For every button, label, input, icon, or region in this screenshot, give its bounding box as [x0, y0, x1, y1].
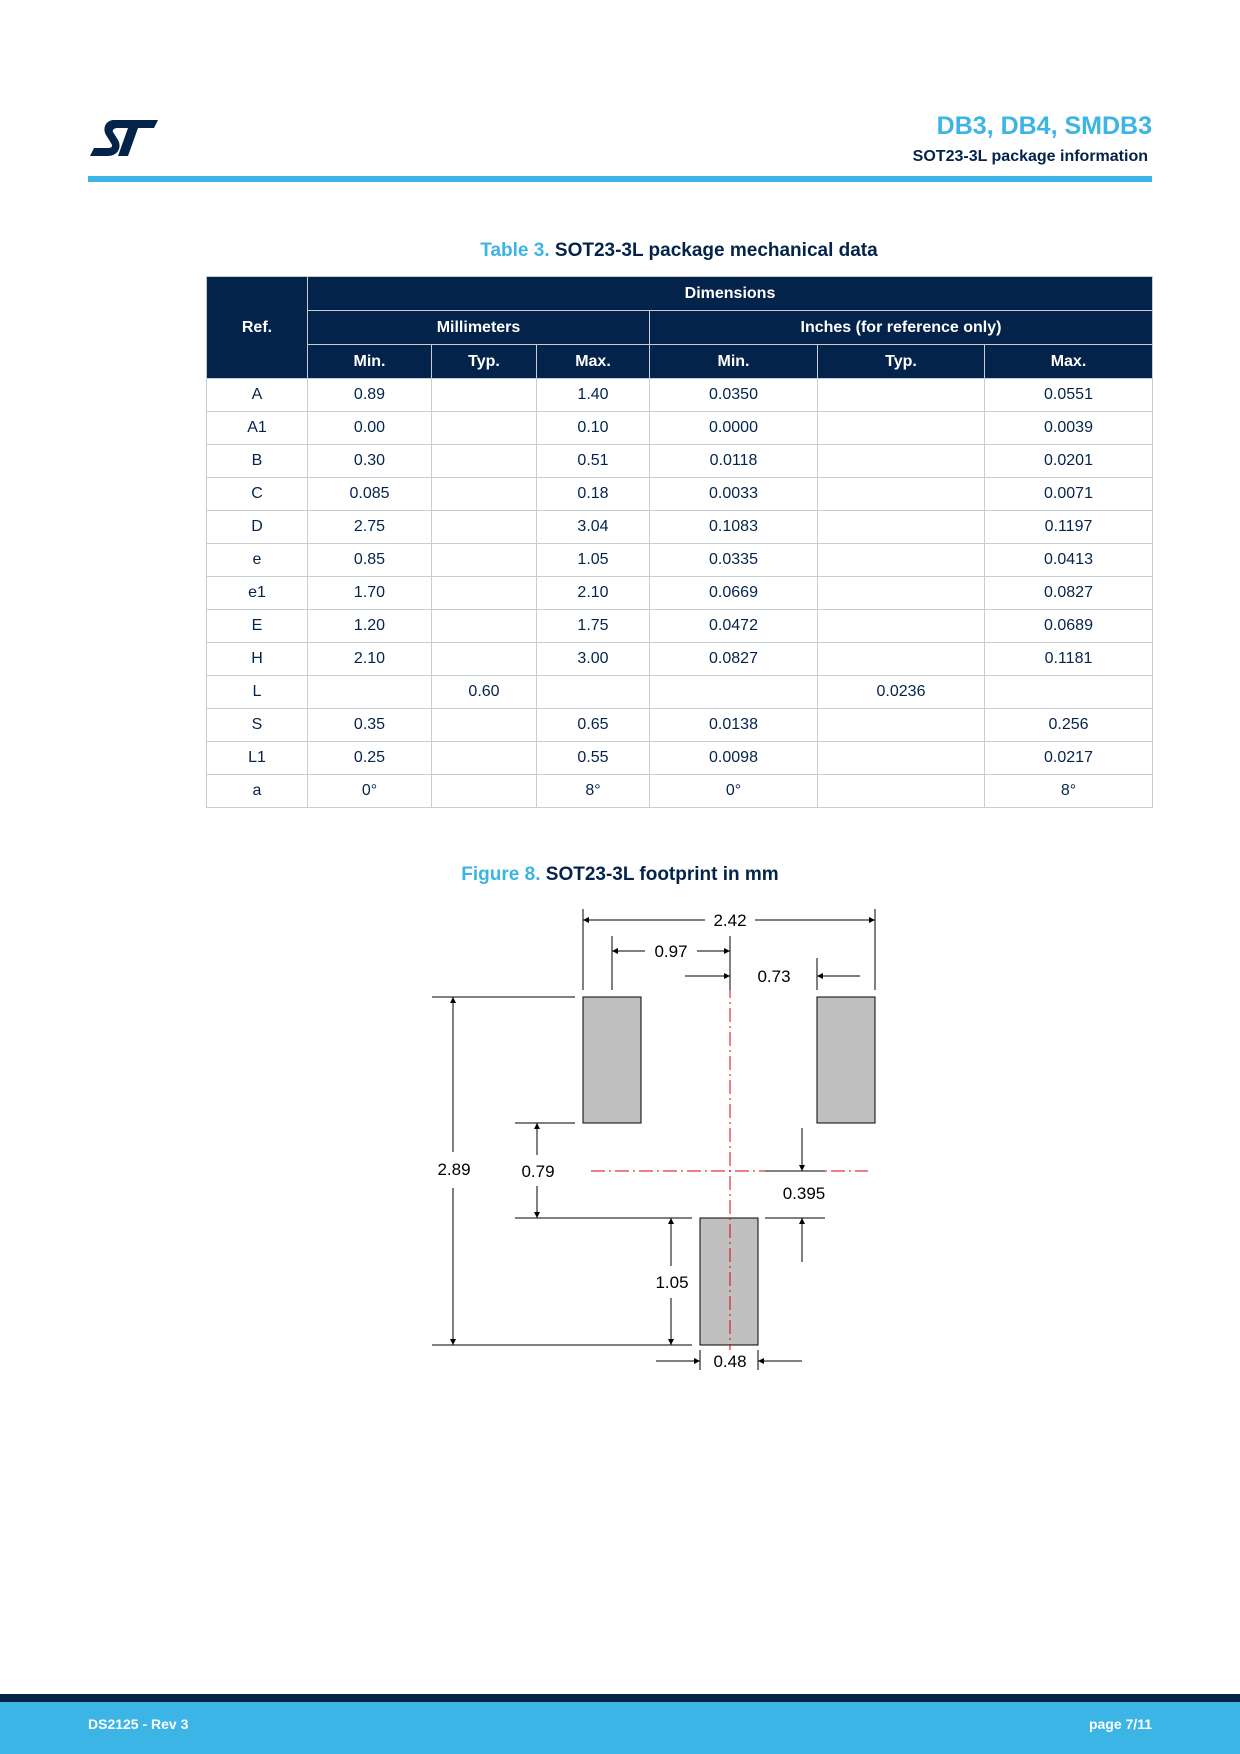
- header-in-min: Min.: [650, 345, 818, 379]
- cell-mm-max: 3.00: [537, 643, 650, 676]
- cell-in-max: 0.0413: [985, 544, 1153, 577]
- cell-in-min: 0.0098: [650, 742, 818, 775]
- cell-in-min: 0.0138: [650, 709, 818, 742]
- cell-mm-max: 0.55: [537, 742, 650, 775]
- cell-mm-min: 0°: [308, 775, 432, 808]
- cell-mm-min: 1.70: [308, 577, 432, 610]
- dim-center-offset: 0.395: [782, 1184, 826, 1203]
- cell-mm-max: 0.10: [537, 412, 650, 445]
- cell-ref: S: [207, 709, 308, 742]
- cell-mm-min: 0.35: [308, 709, 432, 742]
- cell-mm-min: 0.85: [308, 544, 432, 577]
- cell-in-min: 0°: [650, 775, 818, 808]
- pad-top-right: [817, 997, 875, 1123]
- cell-ref: E: [207, 610, 308, 643]
- cell-in-min: 0.0033: [650, 478, 818, 511]
- header-ref: Ref.: [207, 277, 308, 379]
- cell-in-min: 0.0350: [650, 379, 818, 412]
- header-in-max: Max.: [985, 345, 1153, 379]
- dim-pad-width-top: 0.73: [757, 967, 791, 986]
- cell-mm-max: 8°: [537, 775, 650, 808]
- pad-bottom: [700, 1218, 758, 1345]
- figure-caption-text: SOT23-3L footprint in mm: [545, 864, 779, 885]
- footer-divider: [0, 1694, 1240, 1702]
- cell-mm-typ: 0.60: [432, 676, 537, 709]
- cell-mm-max: 1.75: [537, 610, 650, 643]
- header-inches: Inches (for reference only): [650, 311, 1153, 345]
- header-mm-max: Max.: [537, 345, 650, 379]
- cell-mm-max: 3.04: [537, 511, 650, 544]
- table-caption-text: SOT23-3L package mechanical data: [554, 240, 878, 261]
- pad-top-left: [583, 997, 641, 1123]
- header-dimensions: Dimensions: [308, 277, 1153, 311]
- cell-in-max: 0.0201: [985, 445, 1153, 478]
- cell-ref: L1: [207, 742, 308, 775]
- cell-ref: A1: [207, 412, 308, 445]
- dim-gap-height: 0.79: [521, 1162, 555, 1181]
- cell-mm-min: 2.10: [308, 643, 432, 676]
- cell-in-min: 0.0472: [650, 610, 818, 643]
- cell-in-min: 0.0000: [650, 412, 818, 445]
- section-subtitle: SOT23-3L package information: [912, 148, 1148, 165]
- cell-mm-min: 0.085: [308, 478, 432, 511]
- cell-in-max: 0.0039: [985, 412, 1153, 445]
- cell-ref: e1: [207, 577, 308, 610]
- cell-in-max: 0.0551: [985, 379, 1153, 412]
- cell-mm-max: 0.18: [537, 478, 650, 511]
- dim-overall-height: 2.89: [437, 1160, 471, 1179]
- page-footer: [0, 1702, 1240, 1754]
- cell-ref: a: [207, 775, 308, 808]
- cell-in-max: 0.0071: [985, 478, 1153, 511]
- cell-ref: e: [207, 544, 308, 577]
- cell-mm-max: 2.10: [537, 577, 650, 610]
- cell-ref: A: [207, 379, 308, 412]
- cell-in-max: 0.1197: [985, 511, 1153, 544]
- cell-in-min: 0.0827: [650, 643, 818, 676]
- cell-mm-min: 0.25: [308, 742, 432, 775]
- cell-ref: D: [207, 511, 308, 544]
- cell-ref: C: [207, 478, 308, 511]
- cell-in-max: 0.0827: [985, 577, 1153, 610]
- cell-in-max: 0.1181: [985, 643, 1153, 676]
- cell-in-min: 0.0118: [650, 445, 818, 478]
- cell-mm-min: 0.00: [308, 412, 432, 445]
- figure-caption-number: Figure 8.: [461, 864, 541, 885]
- document-title: DB3, DB4, SMDB3: [936, 112, 1152, 140]
- cell-in-min: 0.0669: [650, 577, 818, 610]
- header-millimeters: Millimeters: [308, 311, 650, 345]
- footer-doc-id: DS2125 - Rev 3: [88, 1716, 189, 1732]
- cell-in-min: 0.0335: [650, 544, 818, 577]
- table-caption-number: Table 3.: [480, 240, 550, 261]
- cell-in-max: 0.256: [985, 709, 1153, 742]
- cell-mm-min: 2.75: [308, 511, 432, 544]
- cell-in-typ: 0.0236: [818, 676, 985, 709]
- footer-page-number: page 7/11: [1088, 1716, 1152, 1732]
- cell-mm-max: 1.40: [537, 379, 650, 412]
- cell-ref: L: [207, 676, 308, 709]
- cell-in-max: 0.0689: [985, 610, 1153, 643]
- cell-in-max: 8°: [985, 775, 1153, 808]
- header-in-typ: Typ.: [818, 345, 985, 379]
- header-mm-typ: Typ.: [432, 345, 537, 379]
- cell-in-max: 0.0217: [985, 742, 1153, 775]
- cell-ref: H: [207, 643, 308, 676]
- cell-mm-max: 0.51: [537, 445, 650, 478]
- cell-ref: B: [207, 445, 308, 478]
- cell-in-min: 0.1083: [650, 511, 818, 544]
- cell-mm-min: 0.89: [308, 379, 432, 412]
- dim-pad-width-bottom: 0.48: [713, 1352, 747, 1371]
- cell-mm-min: 0.30: [308, 445, 432, 478]
- cell-mm-max: 1.05: [537, 544, 650, 577]
- cell-mm-min: 1.20: [308, 610, 432, 643]
- cell-mm-max: 0.65: [537, 709, 650, 742]
- dim-overall-width: 2.42: [713, 911, 747, 930]
- header-mm-min: Min.: [308, 345, 432, 379]
- dim-pad-height: 1.05: [655, 1273, 689, 1292]
- dim-pad-to-center: 0.97: [654, 942, 688, 961]
